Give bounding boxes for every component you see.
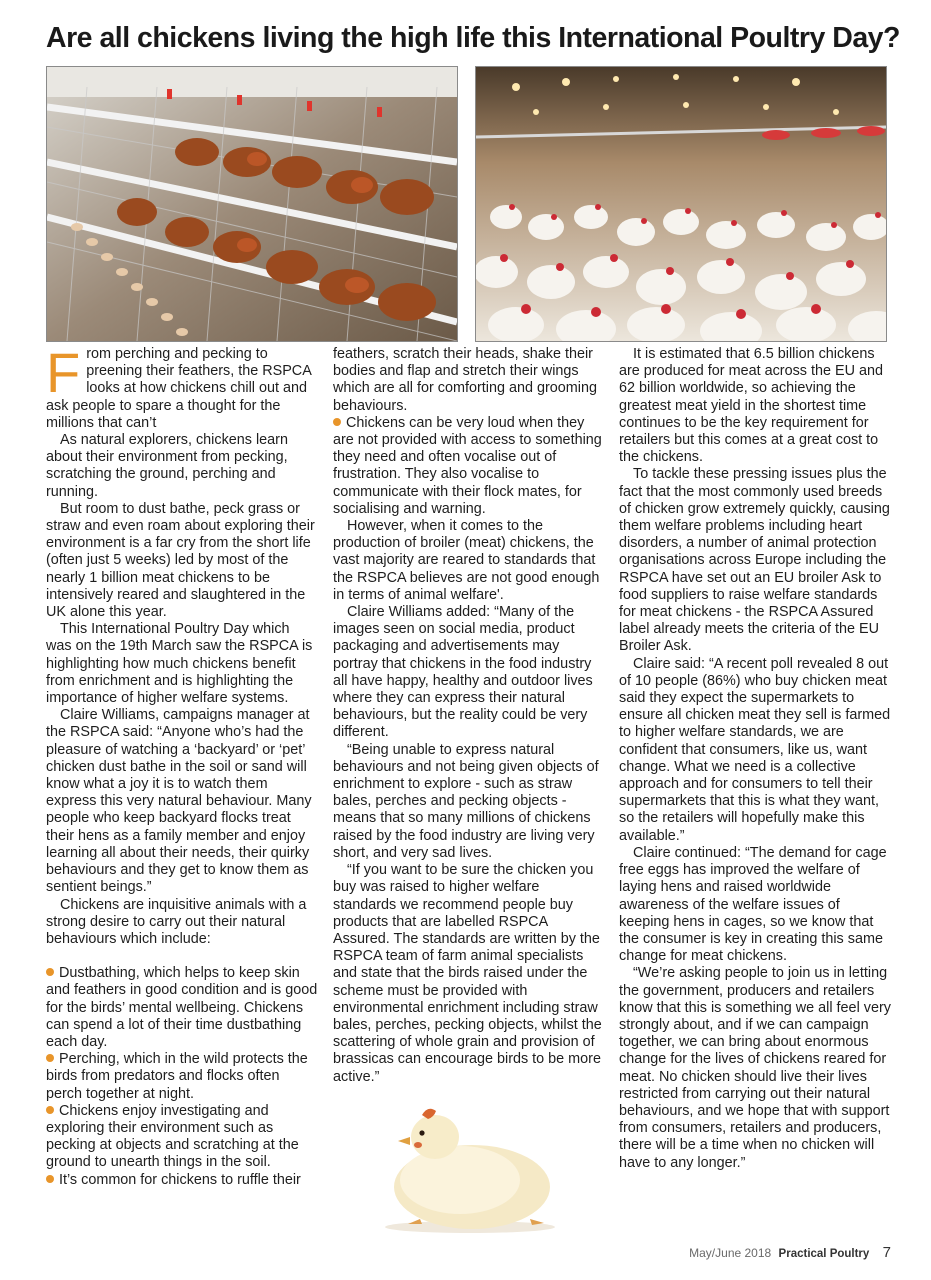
- broiler-shed-photo: [475, 66, 887, 342]
- article-column-3: [619, 346, 891, 1172]
- body-paragraph: As natural explorers, chickens learn about their environment from pecking, scratching the ground, perching and running.: [46, 432, 288, 500]
- page-number: 7: [882, 1244, 891, 1261]
- intro-paragraph: From perching and pecking to preening their feathers, the RSPCA looks at how chickens chill out and ask people to spare a thought for the millions that can’t: [46, 341, 312, 431]
- bullet-icon: [46, 968, 54, 976]
- caged-hens-photo: [46, 66, 458, 342]
- body-paragraph: “We’re asking people to join us in letting the government, producers and retailers know that this is something we all feel very strongly about, and if we can campaign together, we can bring about enormous change for the lives of chickens reared for meat. No chicken should live their lives restricted from carrying out their natural behaviours, and we hope that with support from consumers, retailers and producers, there will be a time when no chicken will have to any longer.”: [619, 965, 891, 1171]
- body-paragraph: Claire said: “A recent poll revealed 8 out of 10 people (86%) who buy chicken meat said they expect the supermarkets to ensure all chicken meat they sell is farmed to higher welfare standards, we are confident that consumers, like us, want change. What we need is a collective approach and for consumers to tell their supermarkets that this is what they want, so the retailers will hopefully make this available.”: [619, 655, 891, 844]
- magazine-name: Practical Poultry: [778, 1248, 870, 1260]
- bullet-item: It’s common for chickens to ruffle their: [46, 1172, 318, 1189]
- body-paragraph: This International Poultry Day which was on the 19th March saw the RSPCA is highlighting how much chickens benefit from enrichment and is highlighting the importance of higher welfare systems.: [46, 621, 313, 707]
- article-column-2: [333, 346, 605, 1086]
- article-column-1: [46, 341, 318, 1189]
- bullet-icon: [333, 418, 341, 426]
- bullet-item: Chickens can be very loud when they are not provided with access to something they need and often vocalise out of frustration. They also vocalise to communicate with their flock mates, for socialising and warning.: [333, 414, 602, 517]
- issue-date: May/June 2018: [689, 1246, 772, 1260]
- body-paragraph: Chickens are inquisitive animals with a strong desire to carry out their natural behaviours which include:: [46, 896, 307, 947]
- body-paragraph: To tackle these pressing issues plus the fact that the most commonly used breeds of chicken grow extremely quickly, causing them welfare problems including heart disorders, a number of animal protection organisations across Europe including the RSPCA have set out an EU broiler Ask to food suppliers to raise welfare standards for meat chickens - the RSPCA Assured label already meets the criteria of the EU Broiler Ask.: [619, 466, 890, 655]
- body-paragraph: Claire Williams added: “Many of the images seen on social media, product packaging and advertisements may portray that chickens in the food industry all have happy, healthy and outdoor lives where they can express their natural behaviours, but the reality could be very different.: [333, 604, 593, 741]
- body-paragraph: Claire Williams, campaigns manager at the RSPCA said: “Anyone who’s had the pleasure of watching a ‘backyard’ or ‘pet’ chicken dust bathe in the soil or sand will know what a joy it is to watch them express this very natural behaviour. Many people who keep backyard flocks treat their hens as a family member and enjoy learning all about their needs, their quirky behaviours and they get to know them as sentient beings.”: [46, 707, 312, 896]
- bullet-item: Dustbathing, which helps to keep skin and feathers in good condition and is good for the birds’ mental wellbeing. Chickens can spend a lot of their time dustbathing each day.: [46, 965, 318, 1050]
- body-paragraph: Claire continued: “The demand for cage free eggs has improved the welfare of laying hens and raised worldwide awareness of the welfare issues of keeping hens in cages, so we know that the consumer is key in creating this same change for meat chickens.: [619, 844, 887, 965]
- body-paragraph: “Being unable to express natural behaviours and not being given objects of enrichment to explore - such as straw bales, perches and pecking objects - means that so many millions of chickens raised by the food industry are living very short, and very sad lives.: [333, 741, 599, 861]
- chick-photo: [360, 1095, 580, 1235]
- drop-cap: F: [46, 341, 81, 404]
- page-footer: [689, 1244, 891, 1261]
- body-paragraph: It is estimated that 6.5 billion chickens are produced for meat across the EU and 62 billion worldwide, so achieving the greatest meat yield in the shortest time continues to be the key requirement for retailers but this comes at a great cost to the chickens.: [619, 346, 883, 466]
- bullet-icon: [46, 1106, 54, 1114]
- bullet-item: Perching, which in the wild protects the birds from predators and flocks often perch together at night.: [46, 1051, 308, 1102]
- bullet-item: Chickens enjoy investigating and exploring their environment such as pecking at objects and scratching at the ground to unearth things in the soil.: [46, 1102, 299, 1171]
- bullet-icon: [46, 1175, 54, 1183]
- bullet-icon: [46, 1054, 54, 1062]
- article-title: Are all chickens living the high life this International Poultry Day?: [46, 22, 900, 54]
- body-paragraph: feathers, scratch their heads, shake their bodies and flap and stretch their wings which are all for comforting and grooming behaviours.: [333, 346, 597, 414]
- body-paragraph: However, when it comes to the production of broiler (meat) chickens, the vast majority are reared to standards that the RSPCA believes are not good enough in terms of animal welfare'.: [333, 518, 600, 603]
- body-paragraph: “If you want to be sure the chicken you buy was raised to higher welfare standards we recommend people buy products that are labelled RSPCA Assured. The standards are written by the RSPCA team of farm animal specialists and state that the birds raised under the scheme must be provided with environmental enrichment including straw bales, perches, pecking objects, whilst the scattering of whole grain and provision of brassicas can encourage birds to be more active.”: [333, 862, 602, 1085]
- body-paragraph: But room to dust bathe, peck grass or straw and even roam about exploring their environment is a far cry from the short life (often just 5 weeks) led by most of the nearly 1 billion meat chickens to be intensively reared and slaughtered in the UK alone this year.: [46, 500, 315, 621]
